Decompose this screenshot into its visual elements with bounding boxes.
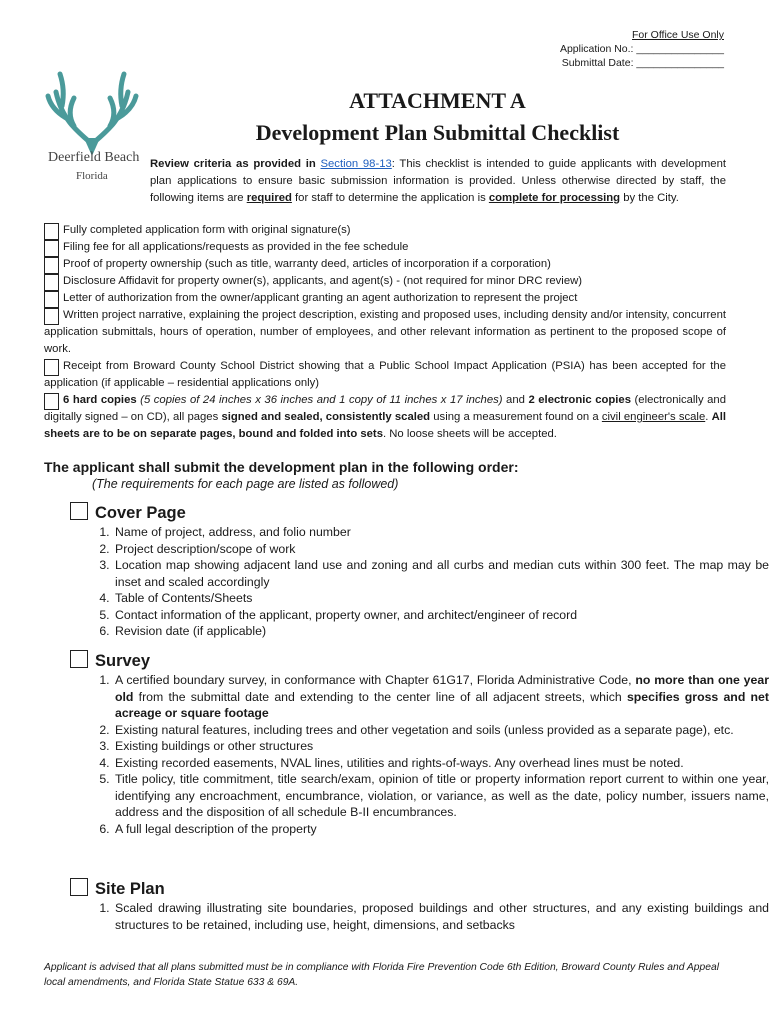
logo-text-florida: Florida xyxy=(76,170,108,182)
engineer-scale-text: civil engineer's scale xyxy=(601,411,706,423)
logo-text-deerfield: Deerfield Beach xyxy=(48,150,140,165)
hard-copies-count: 6 hard copies xyxy=(63,394,137,406)
text: . No loose sheets will be accepted. xyxy=(382,428,557,440)
survey-list xyxy=(70,672,769,837)
footer-note: Applicant is advised that all plans submitted must be in compliance with Florida Fire Prevention Code 6th Edition, Broward County Rules and Appeal local amendments, and Florida State Statue 633 & 69A. xyxy=(44,962,719,988)
checkbox[interactable] xyxy=(44,308,59,325)
intro-text: : This checklist is intended to guide applicants with development plan applications to ensure basic submission information is provided. Unless otherwise directed by staff, the following items are xyxy=(150,158,726,204)
submittal-checklist xyxy=(44,222,726,443)
checklist-title: Development Plan Submittal Checklist xyxy=(255,120,620,145)
acreage-text: specifies gross and net acreage or square footage xyxy=(115,689,769,720)
checklist-item-label: Letter of authorization from the owner/applicant granting an agent authorization to represent the project xyxy=(63,292,578,304)
list-item: 2. Project description/scope of work xyxy=(113,541,769,558)
order-subheading: (The requirements for each page are listed as followed) xyxy=(92,477,399,491)
attachment-title: ATTACHMENT A xyxy=(349,88,526,113)
office-use-block xyxy=(560,28,724,70)
checkbox[interactable] xyxy=(44,240,59,257)
checklist-item-label: Written project narrative, explaining the project description, existing and proposed uses, including density and/or intensity, concurrent application submittals, hours of operation, number of employees, and other relevant information as pertinent to the proposed scope of work. xyxy=(44,309,726,355)
checkbox[interactable] xyxy=(44,291,59,308)
separate-pages-text: All sheets are to be on separate pages, bound and folded into sets xyxy=(44,411,726,440)
text: A certified boundary survey, in conformance with Chapter 61G17, Florida Administrative Code, xyxy=(115,673,636,687)
submittal-date-field: Submittal Date: _______________ xyxy=(561,57,724,69)
list-item: 6. Revision date (if applicable) xyxy=(113,623,769,640)
cover-page-title: Cover Page xyxy=(95,504,186,522)
checklist-item-hard-copies xyxy=(44,392,726,443)
site-plan-title: Site Plan xyxy=(95,880,165,898)
list-item: 1. Scaled drawing illustrating site boundaries, proposed buildings and other structures, and any existing buildings and structures to be retained, including use, height, dimensions, and setbacks xyxy=(113,900,769,933)
list-item: 1. Name of project, address, and folio number xyxy=(113,524,769,541)
checklist-item xyxy=(44,307,726,358)
list-item: 4. Table of Contents/Sheets xyxy=(113,590,769,607)
checklist-item xyxy=(44,239,726,256)
text: . xyxy=(705,411,712,423)
list-item: 5. Contact information of the applicant, property owner, and architect/engineer of record xyxy=(113,607,769,624)
order-heading: The applicant shall submit the development plan in the following order: xyxy=(44,459,519,475)
checklist-item xyxy=(44,256,726,273)
survey-heading xyxy=(70,650,150,671)
site-plan-checkbox[interactable] xyxy=(70,878,88,896)
checkbox[interactable] xyxy=(44,223,59,240)
text: and xyxy=(502,394,529,406)
section-98-13-link[interactable]: Section 98-13 xyxy=(320,158,392,170)
one-year-text: no more than one year old xyxy=(115,673,769,704)
checklist-item xyxy=(44,358,726,392)
text: using a measurement found on a xyxy=(430,411,602,423)
checkbox[interactable] xyxy=(44,257,59,274)
survey-title: Survey xyxy=(95,652,151,670)
cover-page-heading xyxy=(70,502,186,523)
checklist-item-label: Fully completed application form with original signature(s) xyxy=(63,224,351,236)
list-item: 4. Existing recorded easements, NVAL lines, utilities and rights-of-ways. Any overhead lines must be noted. xyxy=(113,755,769,772)
intro-text-3: by the City. xyxy=(620,192,679,204)
text: from the submittal date and extending to the center line of all adjacent streets, which xyxy=(133,689,627,704)
cover-page-checkbox[interactable] xyxy=(70,502,88,520)
survey-checkbox[interactable] xyxy=(70,650,88,668)
electronic-copies-count: 2 electronic copies xyxy=(528,394,631,406)
list-item xyxy=(113,672,769,722)
checklist-item xyxy=(44,222,726,239)
complete-text: complete for processing xyxy=(488,192,621,204)
cover-page-list xyxy=(70,524,769,640)
application-number-field: Application No.: _______________ xyxy=(559,43,724,55)
checkbox[interactable] xyxy=(44,359,59,376)
intro-text-2: for staff to determine the application is xyxy=(291,192,489,204)
text: (electronically and digitally signed – on CD), all pages xyxy=(44,394,726,423)
list-item: 5. Title policy, title commitment, title search/exam, opinion of title or property information report current to within one year, identifying any encroachment, encumbrance, violation, or variance, as well as the date, policy number, issuers name, address and the disposition of all schedule B-II encumbrances. xyxy=(113,771,769,821)
hard-copies-sizes: (5 copies of 24 inches x 36 inches and 1 copy of 11 inches x 17 inches) xyxy=(136,394,503,406)
checklist-item xyxy=(44,273,726,290)
checklist-item xyxy=(44,290,726,307)
intro-lead: Review criteria as provided in xyxy=(150,158,321,170)
list-item: 3. Location map showing adjacent land use and zoning and all curbs and median cuts within 300 feet. The map may be inset and scaled accordingly xyxy=(113,557,769,590)
signed-sealed-text: signed and sealed, consistently scaled xyxy=(221,411,431,423)
checklist-item-label: Receipt from Broward County School District showing that a Public School Impact Application (PSIA) has been accepted for the application (if applicable – residential applications only) xyxy=(44,360,726,389)
intro-paragraph xyxy=(44,156,726,207)
site-plan-list xyxy=(70,900,769,933)
checklist-item-label: Proof of property ownership (such as title, warranty deed, articles of incorporation if a corporation) xyxy=(63,258,551,270)
checkbox[interactable] xyxy=(44,393,59,410)
checkbox[interactable] xyxy=(44,274,59,291)
checklist-item-label: Filing fee for all applications/requests as provided in the fee schedule xyxy=(63,241,409,253)
office-use-heading: For Office Use Only xyxy=(632,29,724,41)
list-item: 3. Existing buildings or other structures xyxy=(113,738,769,755)
list-item: 2. Existing natural features, including trees and other vegetation and soils (unless provided as a separate page), etc. xyxy=(113,722,769,739)
checklist-item-label: Disclosure Affidavit for property owner(s), applicants, and agent(s) - (not required for minor DRC review) xyxy=(63,275,583,287)
site-plan-heading xyxy=(70,878,165,899)
list-item: 6. A full legal description of the property xyxy=(113,821,769,838)
required-text: required xyxy=(246,192,292,204)
